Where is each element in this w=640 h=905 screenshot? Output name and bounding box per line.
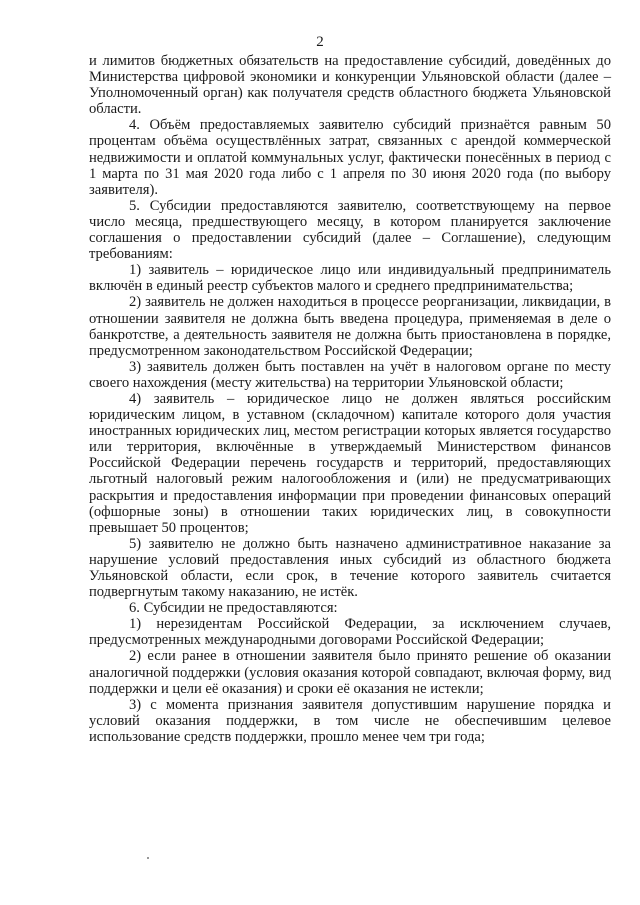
subitem-5-5: 5) заявителю не должно быть назначено административное наказание за нарушение условий предоставления иных субсидий из областного бюджета Ульяновской области, если срок, в течение которого заявитель считается подвергнутым такому наказанию, не истёк. [89, 535, 611, 601]
document-body [89, 53, 611, 745]
subitem-6-2: 2) если ранее в отношении заявителя было принято решение об оказании аналогичной поддержки (условия оказания которой совпадают, включая форму, вид поддержки и цели её оказания) и сроки её оказания не истекли; [89, 648, 611, 697]
subitem-6-3: 3) с момента признания заявителя допустившим нарушение порядка и условий оказания поддержки, в том числе не обеспечившим целевое использование средств поддержки, прошло менее чем три года; [89, 696, 611, 745]
subitem-5-4: 4) заявитель – юридическое лицо не должен являться российским юридическим лицом, в уставном (складочном) капитале которого доля участия иностранных юридических лиц, местом регистрации которых является государство или территория, включённые в утверждаемый Министерством финансов Российской Федерации перечень государств и территорий, предоставляющих льготный налоговый режим налогообложения и (или) не предусматривающих раскрытия и предоставления информации при проведении финансовых операций (офшорные зоны) в отношении таких юридических лиц, в совокупности превышает 50 процентов; [89, 390, 611, 536]
subitem-5-1: 1) заявитель – юридическое лицо или индивидуальный предприниматель включён в единый реестр субъектов малого и среднего предпринимательства; [89, 262, 611, 295]
paragraph-item-6: 6. Субсидии не предоставляются: [129, 600, 338, 617]
subitem-6-1: 1) нерезидентам Российской Федерации, за исключением случаев, предусмотренных международными договорами Российской Федерации; [89, 616, 611, 649]
scan-speck [147, 857, 149, 859]
paragraph-item-4: 4. Объём предоставляемых заявителю субсидий признаётся равным 50 процентам объёма осуществлённых затрат, связанных с арендой коммерческой недвижимости и оплатой коммунальных услуг, фактически понесённых в период с 1 марта по 31 мая 2020 года либо с 1 апреля по 30 июня 2020 года (по выбору заявителя). [89, 117, 611, 198]
paragraph-continuation: и лимитов бюджетных обязательств на предоставление субсидий, доведённых до Министерства цифровой экономики и конкуренции Ульяновской области (далее – Уполномоченный орган) как получателя средств областного бюджета Ульяновской области. [89, 53, 611, 118]
subitem-5-2: 2) заявитель не должен находиться в процессе реорганизации, ликвидации, в отношении заявителя не должна быть введена процедура, применяемая в деле о банкротстве, а деятельность заявителя не должна быть приостановлена в порядке, предусмотренном законодательством Российской Федерации; [89, 294, 611, 359]
page-number: 2 [316, 34, 324, 50]
paragraph-item-5: 5. Субсидии предоставляются заявителю, соответствующему на первое число месяца, предшествующего месяцу, в котором планируется заключение соглашения о предоставлении субсидий (далее – Соглашение), следующим требованиям: [89, 197, 611, 263]
subitem-5-3: 3) заявитель должен быть поставлен на учёт в налоговом органе по месту своего нахождения (месту жительства) на территории Ульяновской области; [89, 358, 611, 391]
